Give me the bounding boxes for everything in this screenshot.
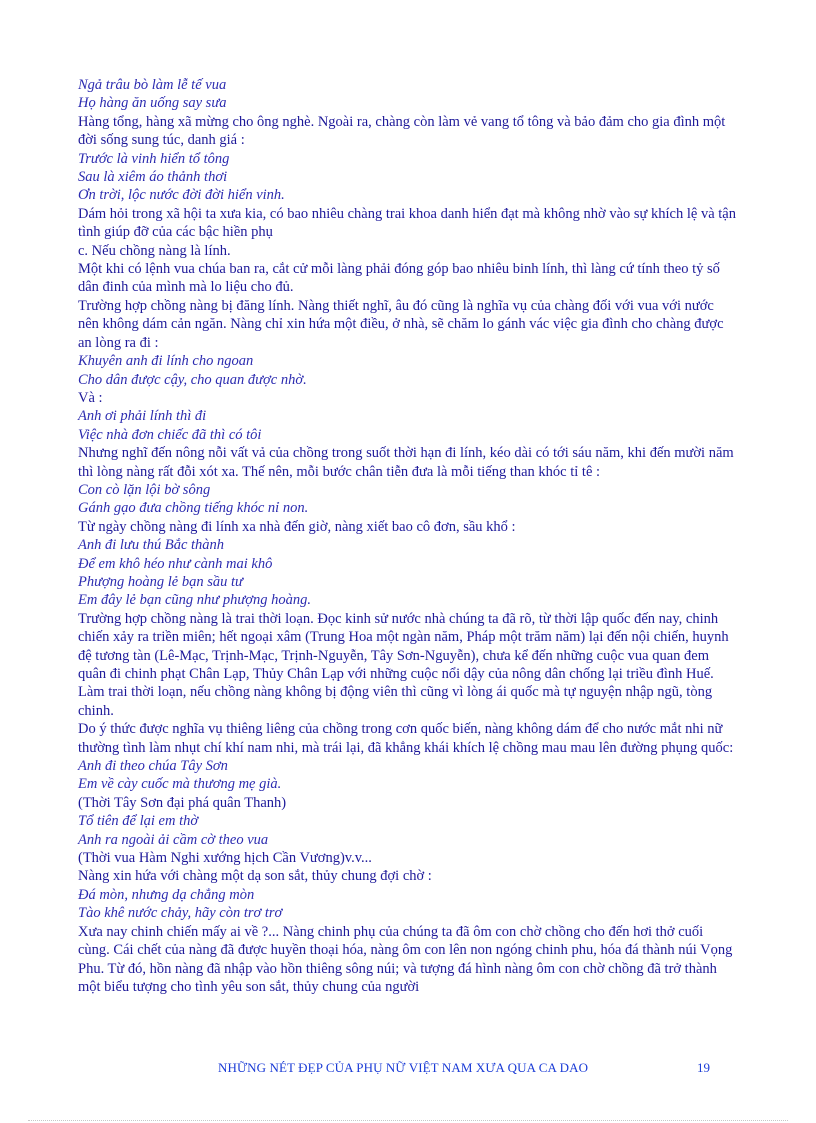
verse-line: Để em khô héo như cành mai khô	[78, 555, 273, 572]
verse-line: Anh ơi phải lính thì đi	[78, 408, 207, 425]
prose-paragraph: Hàng tổng, hàng xã mừng cho ông nghè. Ngoài ra, chàng còn làm vẻ vang tổ tông và bảo đảm cho gia đình một đời sống sung túc, danh giá :	[78, 113, 726, 149]
verse-line: Trước là vinh hiển tổ tông	[78, 150, 230, 167]
prose-paragraph: Nhưng nghĩ đến nông nỗi vất vả của chồng trong suốt thời hạn đi lính, kéo dài có tới sáu năm, khi đến mười năm thì lòng nàng rất đỗi xót xa. Thế nên, mỗi bước chân tiễn đưa là mỗi tiếng than khóc tỉ tê :	[78, 445, 734, 480]
page-body	[78, 76, 738, 996]
verse-line: Khuyên anh đi lính cho ngoan	[78, 353, 254, 370]
verse-line: Ơn trời, lộc nước đời đời hiển vinh.	[78, 187, 285, 204]
verse-line: Họ hàng ăn uống say sưa	[78, 95, 227, 112]
prose-paragraph: c. Nếu chồng nàng là lính.	[78, 242, 231, 259]
prose-paragraph: Do ý thức được nghĩa vụ thiêng liêng của chồng trong cơn quốc biến, nàng không dám để cho nước mắt nhi nữ thường tình làm nhụt chí khí nam nhi, mà trái lại, đã khẳng khái khích lệ chồng mau mau lên đường phụng quốc:	[78, 721, 734, 756]
prose-paragraph: (Thời Tây Sơn đại phá quân Thanh)	[78, 794, 287, 811]
prose-paragraph: Nàng xin hứa với chàng một dạ son sắt, thủy chung đợi chờ :	[78, 868, 432, 885]
verse-line: Đá mòn, nhưng dạ chẳng mòn	[78, 886, 255, 903]
verse-line: Tào khê nước chảy, hãy còn trơ trơ	[78, 905, 283, 922]
page-bottom-divider	[28, 1120, 788, 1121]
prose-paragraph: Dám hỏi trong xã hội ta xưa kia, có bao nhiêu chàng trai khoa danh hiển đạt mà không nhờ vào sự khích lệ và tận tình giúp đỡ của các bậc hiền phụ	[78, 205, 736, 241]
verse-line: Anh đi lưu thú Bắc thành	[78, 537, 225, 554]
prose-paragraph: Một khi có lệnh vua chúa ban ra, cắt cử mỗi làng phải đóng góp bao nhiêu binh lính, thì làng cứ tính theo tỷ số dân đinh của mình mà lo liệu cho đủ.	[78, 261, 720, 296]
verse-line: Ngả trâu bò làm lễ tế vua	[78, 77, 227, 93]
verse-line: Tổ tiên để lại em thờ	[78, 813, 199, 830]
verse-line: Gánh gạo đưa chồng tiếng khóc nỉ non.	[78, 500, 309, 517]
verse-line: Phượng hoàng lẻ bạn sầu tư	[78, 573, 243, 590]
prose-paragraph: Trường hợp chồng nàng bị đăng lính. Nàng thiết nghĩ, âu đó cũng là nghĩa vụ của chàng đối với vua với nước nên không dám cản ngăn. Nàng chỉ xin hứa một điều, ở nhà, sẽ chăm lo gánh vác việc gia đình cho chàng được an lòng ra đi :	[78, 297, 724, 351]
page-number: 19	[697, 1060, 710, 1075]
prose-paragraph: Và :	[78, 389, 103, 406]
prose-paragraph: Trường hợp chồng nàng là trai thời loạn. Đọc kinh sử nước nhà chúng ta đã rõ, từ thời lập quốc đến nay, chinh chiến xảy ra triền miên; hết ngoại xâm (Trung Hoa một ngàn năm, Pháp một trăm năm) lại đến nội chiến, huynh đệ tương tàn (Lê-Mạc, Trịnh-Mạc, Trịnh-Nguyễn, Tây Sơn-Nguyễn), chưa kể đến những cuộc vua quan đem quân đi chinh phạt Chân Lạp, Thủy Chân Lạp với những cuộc nổi dậy của nông dân chống lại triều đình Huế. Làm trai thời loạn, nếu chồng nàng không bị động viên thì cũng vì lòng ái quốc mà tự nguyện nhập ngũ, tòng chinh.	[78, 610, 729, 719]
verse-line: Anh ra ngoài ải cầm cờ theo vua	[78, 831, 269, 848]
verse-line: Con cò lặn lội bờ sông	[78, 481, 211, 498]
verse-line: Em về cày cuốc mà thương mẹ già.	[78, 776, 282, 793]
prose-paragraph: (Thời vua Hàm Nghi xướng hịch Cần Vương)v.v...	[78, 850, 372, 867]
prose-paragraph: Xưa nay chinh chiến mấy ai về ?... Nàng chinh phụ của chúng ta đã ôm con chờ chồng cho đến hơi thở cuối cùng. Cái chết của nàng đã được huyền thoại hóa, nàng ôm con lên non ngóng chinh phu, hóa đá thành núi Vọng Phu. Từ đó, hồn nàng đã nhập vào hồn thiêng sông núi; và tượng đá hình nàng ôm con chờ chồng đã trở thành một biểu tượng cho tình yêu son sắt, thủy chung của người	[78, 923, 733, 995]
verse-line: Anh đi theo chúa Tây Sơn	[78, 758, 228, 775]
verse-line: Em đây lẻ bạn cũng như phượng hoàng.	[78, 592, 311, 609]
footer-title: NHỮNG NÉT ĐẸP CỦA PHỤ NỮ VIỆT NAM XƯA QUA CA DAO	[218, 1060, 589, 1075]
verse-line: Việc nhà đơn chiếc đã thì có tôi	[78, 426, 262, 443]
verse-line: Sau là xiêm áo thảnh thơi	[78, 169, 228, 186]
verse-line: Cho dân được cậy, cho quan được nhờ.	[78, 371, 307, 388]
prose-paragraph: Từ ngày chồng nàng đi lính xa nhà đến giờ, nàng xiết bao cô đơn, sầu khổ :	[78, 518, 516, 535]
